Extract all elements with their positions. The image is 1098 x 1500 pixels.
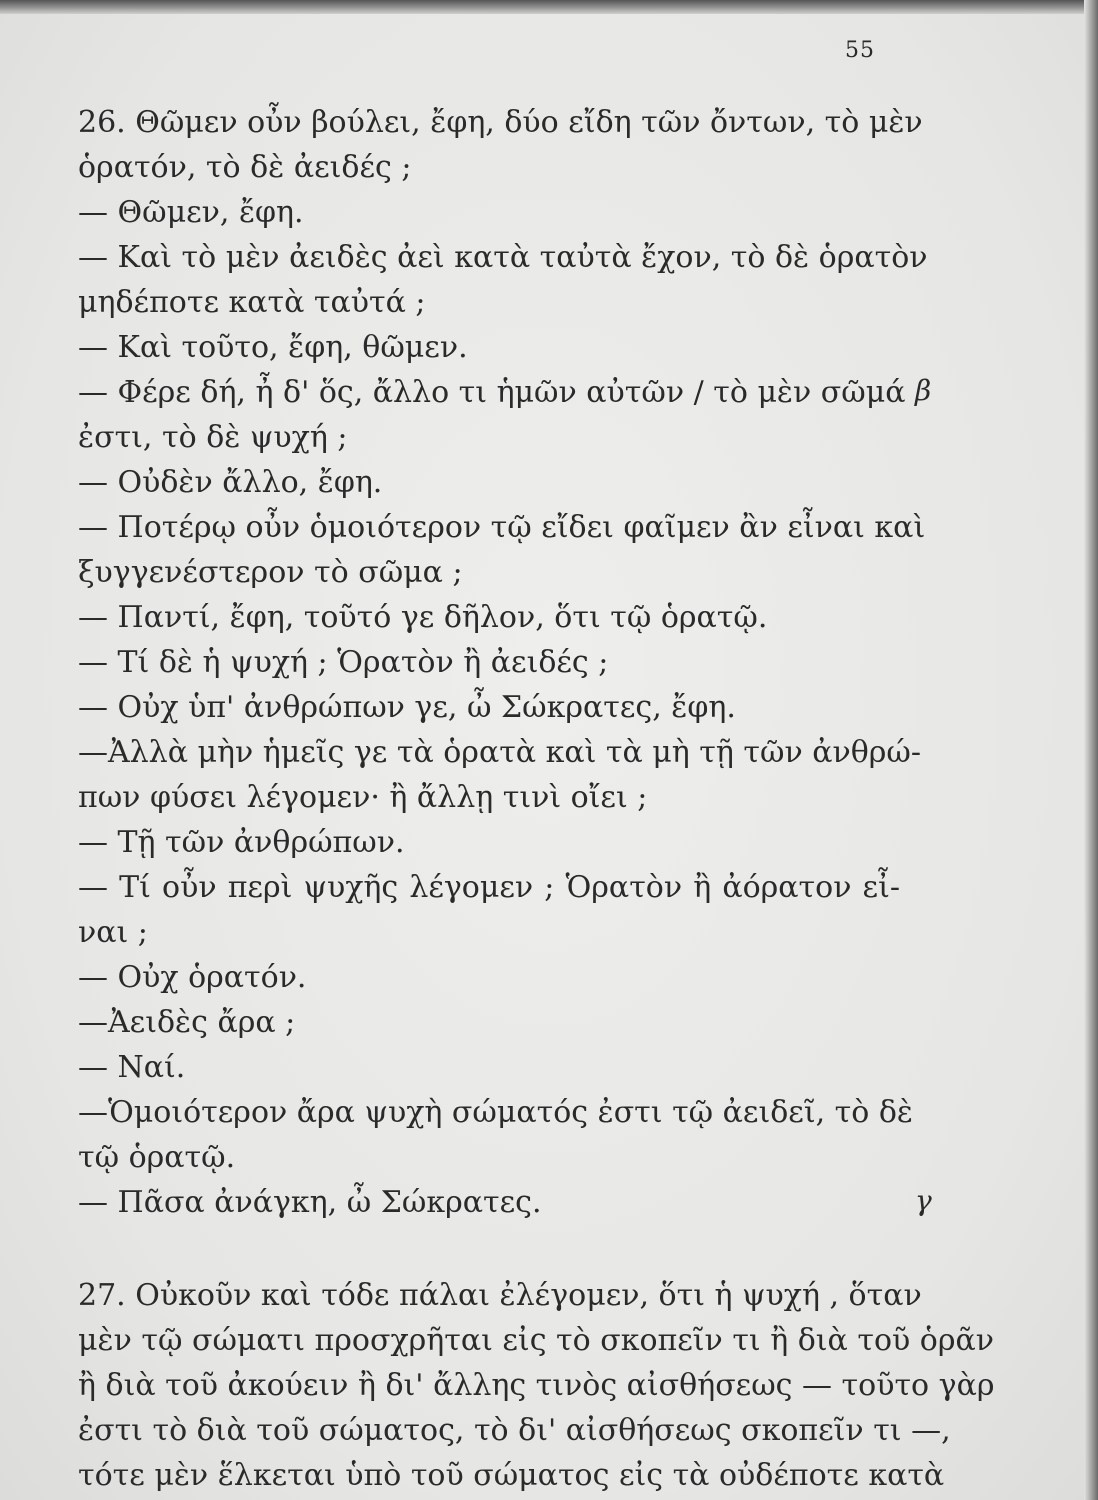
text-line: μὲν τῷ σώματι προσχρῆται εἰς τὸ σκοπεῖν τι ἢ διὰ τοῦ ὁρᾶν (78, 1323, 994, 1358)
text-line: — Οὐχ ὑπ' ἀνθρώπων γε, ὦ Σώκρατες, ἔφη. (78, 690, 736, 725)
text-line: τότε μὲν ἕλκεται ὑπὸ τοῦ σώματος εἰς τὰ οὐδέποτε κατὰ (78, 1458, 945, 1493)
text-line: 26. Θῶμεν οὖν βούλει, ἔφη, δύο εἴδη τῶν ὄντων, τὸ μὲν (78, 105, 923, 140)
text-line: ἐστι τὸ διὰ τοῦ σώματος, τὸ δι' αἰσθήσεως σκοπεῖν τι —, (78, 1413, 951, 1448)
text-line: — Φέρε δή, ἦ δ' ὅς, ἄλλο τι ἡμῶν αὐτῶν / τὸ μὲν σῶμά (78, 375, 906, 410)
margin-letter: β (915, 374, 932, 407)
text-line: — Θῶμεν, ἔφη. (78, 195, 304, 230)
text-line: — Τί δὲ ἡ ψυχή ; Ὁρατὸν ἢ ἀειδές ; (78, 645, 609, 680)
page-number: 55 (845, 38, 875, 63)
text-line: — Καὶ τοῦτο, ἔφη, θῶμεν. (78, 330, 468, 365)
text-line: — Οὐχ ὁρατόν. (78, 960, 307, 995)
text-line: — Ποτέρῳ οὖν ὁμοιότερον τῷ εἴδει φαῖμεν ἂν εἶναι καὶ (78, 510, 926, 545)
section-2 (78, 1273, 995, 1498)
text-line: ἐστι, τὸ δὲ ψυχή ; (78, 420, 348, 455)
text-line: — Οὐδὲν ἄλλο, ἔφη. (78, 465, 383, 500)
text-line: ναι ; (78, 915, 148, 950)
text-line: 27. Οὐκοῦν καὶ τόδε πάλαι ἐλέγομεν, ὅτι ἡ ψυχή , ὅταν (78, 1278, 922, 1313)
section-gap (78, 1225, 900, 1273)
section-1 (78, 100, 928, 1225)
scan-right-edge (1084, 0, 1098, 1500)
margin-letter: γ (915, 1184, 932, 1217)
text-line: ὁρατόν, τὸ δὲ ἀειδές ; (78, 150, 412, 185)
text-line: — Πᾶσα ἀνάγκη, ὦ Σώκρατες. (78, 1185, 542, 1220)
scan-top-edge (0, 0, 1098, 14)
text-line: — Τί οὖν περὶ ψυχῆς λέγομεν ; Ὁρατὸν ἢ ἀόρατον εἶ- (78, 870, 900, 905)
text-line: —Ἀειδὲς ἄρα ; (78, 1005, 296, 1040)
text-line: πων φύσει λέγομεν· ἢ ἄλλῃ τινὶ οἴει ; (78, 780, 648, 815)
text-line: — Παντί, ἔφη, τοῦτό γε δῆλον, ὅτι τῷ ὁρατῷ. (78, 600, 768, 635)
text-line: — Τῇ τῶν ἀνθρώπων. (78, 825, 405, 860)
text-line: ξυγγενέστερον τὸ σῶμα ; (78, 555, 463, 590)
text-line: — Ναί. (78, 1050, 186, 1085)
text-line: — Καὶ τὸ μὲν ἀειδὲς ἀεὶ κατὰ ταὐτὰ ἔχον, τὸ δὲ ὁρατὸν (78, 240, 928, 275)
main-text (78, 100, 995, 1498)
text-line: ἢ διὰ τοῦ ἀκούειν ἢ δι' ἄλλης τινὸς αἰσθήσεως — τοῦτο γὰρ (78, 1368, 995, 1403)
text-line: —Ἀλλὰ μὴν ἡμεῖς γε τὰ ὁρατὰ καὶ τὰ μὴ τῇ τῶν ἀνθρώ- (78, 735, 922, 770)
text-line: τῷ ὁρατῷ. (78, 1140, 236, 1175)
text-line: μηδέποτε κατὰ ταὐτά ; (78, 285, 426, 320)
text-line: —Ὁμοιότερον ἄρα ψυχὴ σώματός ἐστι τῷ ἀειδεῖ, τὸ δὲ (78, 1095, 914, 1130)
